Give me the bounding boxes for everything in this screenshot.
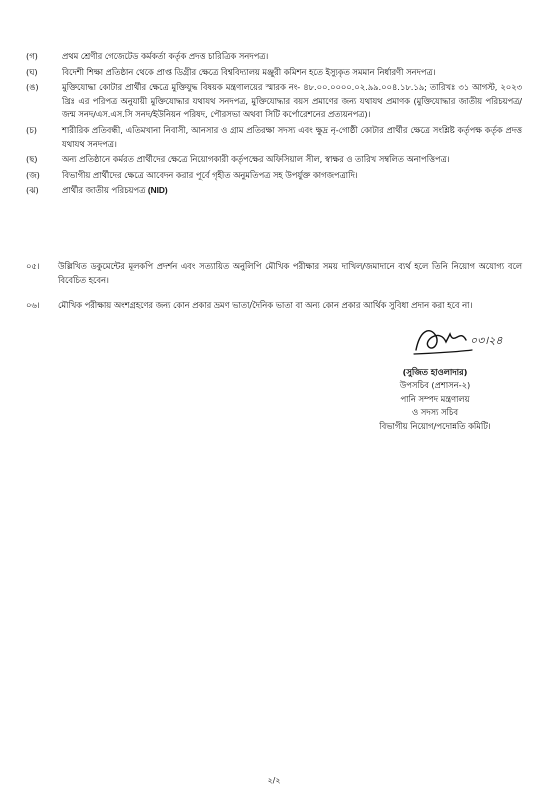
item-text: অন্য প্রতিষ্ঠানে কর্মরত প্রার্থীদের ক্ষেত্রে নিয়োগকারী কর্তৃপক্ষের অফিসিয়াল সীল, স্বাক্ষর ও তারিখ সম্বলিত অনাপত্তিপত্র।	[62, 154, 450, 165]
item-text: প্রথম শ্রেণীর গেজেটেড কর্মকর্তা কর্তৃক প্রদত্ত চারিত্রিক সনদপত্র।	[62, 51, 269, 61]
clause-number: ০৫।	[26, 261, 40, 271]
item-text: শারীরিক প্রতিবন্ধী, এতিমখানা নিবাসী, আনসার ও গ্রাম প্রতিরক্ষা সদস্য এবং ক্ষুদ্র নৃ-গোষ্ঠী কোটার প্রার্থীর ক্ষেত্রে সংশ্লিষ্ট কর্তৃপক্ষ কর্তৃক প্রদত্ত যথাযথ সনদপত্র।	[62, 124, 522, 149]
item-label: (ঘ)	[26, 66, 38, 77]
handwritten-signature	[410, 320, 520, 360]
item-text	[62, 184, 522, 198]
page-number: ২/২	[267, 776, 281, 785]
item-label: (ছ)	[26, 154, 38, 165]
requirements-list	[26, 50, 522, 200]
item-text: মুক্তিযোদ্ধা কোটার প্রার্থীর ক্ষেত্রে মুক্তিযুদ্ধ বিষয়ক মন্ত্রণালয়ের স্মারক নং- ৪৮.০০.০০০০.০২.৯৯.০০৪.১৮.১৯; তারিখঃ ৩১ আগস্ট, ২০২৩ খ্রিঃ এর পরিপত্র অনুযায়ী মুক্তিযোদ্ধার যথাযথ সনদপত্র, মুক্তিযোদ্ধার বয়স প্রমাণের জন্য যথাযথ প্রমাণক (মুক্তিযোদ্ধার জাতীয় পরিচয়পত্র/জন্ম সনদ/এস.এস.সি সনদ/ইউনিয়ন পরিষদ, পৌরসভা অথবা সিটি কর্পোরেশনের প্রত্যয়নপত্র)।	[62, 82, 522, 120]
item-text: বিভাগীয় প্রার্থীদের ক্ষেত্রে আবেদন করার পূর্বে গৃহীত অনুমতিপত্র সহ উপর্যুক্ত কাগজপত্রাদি।	[62, 169, 358, 180]
item-text: বিদেশী শিক্ষা প্রতিষ্ঠান থেকে প্রাপ্ত ডিগ্রীর ক্ষেত্রে বিশ্ববিদ্যালয় মঞ্জুরী কমিশন হতে ইস্যুকৃত সমমান নির্ধারণী সনদপত্র।	[62, 66, 436, 77]
nid-text: প্রার্থীর জাতীয় পরিচয়পত্র	[62, 185, 146, 196]
signatory-role: ও সদস্য সচিব	[411, 407, 459, 418]
signatory-designation: উপসচিব (প্রশাসন-২)	[399, 380, 471, 391]
nid-suffix: (NID)	[147, 185, 168, 196]
list-item	[26, 50, 522, 64]
list-item	[26, 169, 522, 183]
clause-text: উল্লিখিত ডকুমেন্টের মূলকপি প্রদর্শন এবং সত্যায়িত অনুলিপি মৌখিক পরীক্ষার সময় দাখিল/জমাদানে ব্যর্থ হলে তিনি নিয়োগ অযোগ্য বলে বিবেচিত হবেন।	[58, 261, 522, 285]
signatory-committee: বিভাগীয় নিয়োগ/পদোন্নতি কমিটি।	[379, 420, 491, 431]
list-item	[26, 81, 522, 122]
signatory-name: (সুজিত হাওলাদার)	[402, 367, 468, 377]
signatory-ministry: পানি সম্পদ মন্ত্রণালয়	[400, 393, 470, 404]
item-label: (ঝ)	[26, 185, 39, 196]
list-item	[26, 153, 522, 167]
list-item-nid	[26, 184, 522, 198]
numbered-clauses	[26, 260, 522, 325]
item-label: (গ)	[26, 51, 38, 61]
clause-item	[26, 299, 522, 313]
list-item	[26, 124, 522, 151]
clause-number: ০৬।	[26, 300, 40, 311]
signature-date: ০৩।২৪	[470, 334, 503, 347]
clause-text: মৌখিক পরীক্ষায় অংশগ্রহণের জন্য কোন প্রকার ভ্রমণ ভাতা/দৈনিক ভাতা বা অন্য কোন প্রকার আর্থিক সুবিধা প্রদান করা হবে না।	[58, 300, 473, 311]
item-label: (চ)	[26, 124, 37, 135]
item-label: (জ)	[26, 169, 40, 180]
item-label: (ঙ)	[26, 82, 39, 93]
signature-block	[340, 320, 530, 470]
clause-item	[26, 260, 522, 287]
signatory-details	[340, 366, 530, 433]
list-item	[26, 66, 522, 80]
